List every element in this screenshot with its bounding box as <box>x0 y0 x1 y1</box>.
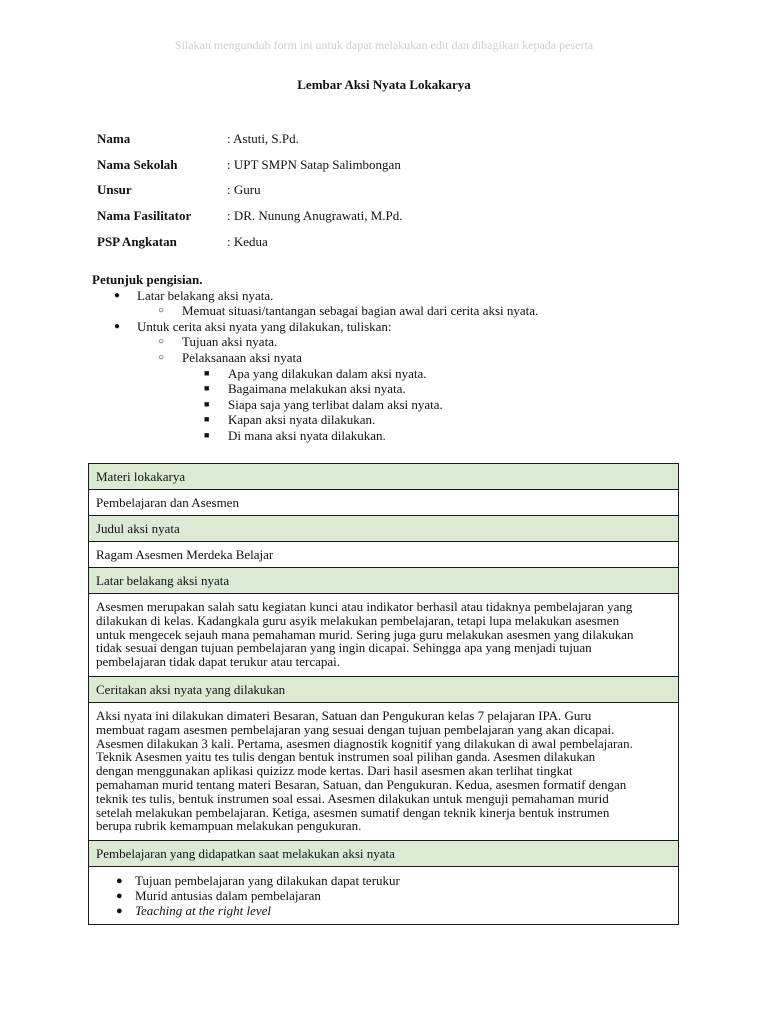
instruction-text: Apa yang dilakukan dalam aksi nyata. <box>228 365 427 381</box>
info-value: : Astuti, S.Pd. <box>227 131 299 146</box>
instruction-text: Pelaksanaan aksi nyata <box>182 349 302 365</box>
info-label: Nama <box>97 131 131 146</box>
paragraph-line: untuk mengecek sejauh mana pemahaman murid. Sering juga guru melakukan asesmen yang dilakukan <box>96 626 634 642</box>
instruction-item <box>92 350 538 366</box>
info-value: : DR. Nunung Anugrawati, M.Pd. <box>227 208 403 224</box>
instruction-item <box>92 319 538 335</box>
pembelajaran-body <box>89 867 678 923</box>
instructions-heading: Petunjuk pengisian. <box>92 272 203 287</box>
instruction-text: Untuk cerita aksi nyata yang dilakukan, tuliskan: <box>137 318 392 334</box>
info-value: : UPT SMPN Satap Salimbongan <box>227 156 401 172</box>
instructions <box>92 272 538 444</box>
paragraph-line: Asesmen merupakan salah satu kegiatan kunci atau indikator berhasil atau tidaknya pembelajaran yang <box>96 599 633 614</box>
square-bullet-icon: ■ <box>204 383 210 394</box>
info-value: : Kedua <box>227 233 268 249</box>
page-title: Lembar Aksi Nyata Lokakarya <box>297 77 471 92</box>
info-row-nama-sekolah <box>97 157 403 183</box>
paragraph-line: pembelajaran tidak dapat terukur atau tercapai. <box>96 654 340 670</box>
circle-bullet-icon: ○ <box>158 305 165 317</box>
list-item-text: Teaching at the right level <box>135 902 271 918</box>
circle-bullet-icon: ○ <box>158 336 165 348</box>
paragraph-line: dengan menggunakan aplikasi quizizz mode kertas. Dari hasil asesmen akan terlihat tingkat <box>96 763 573 779</box>
list-item <box>96 874 671 889</box>
paragraph-line: pemahaman murid tentang materi Besaran, Satuan, dan Pengukuran. Kedua, asesmen formatif dengan <box>96 776 627 792</box>
instruction-item <box>92 334 538 350</box>
bullet-icon: ● <box>116 875 123 888</box>
paragraph-line: Teknik Asesmen yaitu tes tulis dengan bentuk instrumen soal pilihan ganda. Asesmen dilakukan <box>96 749 596 765</box>
paragraph-line: Asesmen dilakukan 3 kali. Pertama, asesmen diagnostik kognitif yang dilakukan di awal pembelajaran. <box>96 735 633 751</box>
square-bullet-icon: ■ <box>204 429 210 440</box>
instruction-text: Tujuan aksi nyata. <box>182 334 278 350</box>
latar-body <box>89 594 678 677</box>
square-bullet-icon: ■ <box>204 414 210 425</box>
square-bullet-icon: ■ <box>204 367 210 378</box>
instruction-text: Latar belakang aksi nyata. <box>137 287 274 303</box>
instruction-item <box>92 381 538 397</box>
info-label: Unsur <box>97 182 132 198</box>
bullet-icon: ● <box>114 320 121 332</box>
instruction-item <box>92 366 538 382</box>
instruction-item <box>92 428 538 444</box>
info-row-angkatan <box>97 234 403 260</box>
instruction-item <box>92 397 538 413</box>
paragraph-line: membuat ragam asesmen pembelajaran yang sesuai dengan tujuan pembelajaran yang akan dicapai. <box>96 721 615 737</box>
info-label: Nama Fasilitator <box>97 208 192 224</box>
info-label: PSP Angkatan <box>97 233 177 249</box>
paragraph-line: dilakukan di kelas. Kadangkala guru asyik melakukan pembelajaran, tetapi lupa melakukan asesmen <box>96 612 620 628</box>
latar-header: Latar belakang aksi nyata <box>89 568 678 594</box>
info-row-unsur <box>97 182 403 208</box>
judul-value: Ragam Asesmen Merdeka Belajar <box>89 542 678 568</box>
instruction-text: Siapa saja yang terlibat dalam aksi nyata. <box>228 396 443 412</box>
square-bullet-icon: ■ <box>204 398 210 409</box>
bullet-icon: ● <box>116 904 123 917</box>
cerita-header: Ceritakan aksi nyata yang dilakukan <box>89 677 678 703</box>
instruction-text: Di mana aksi nyata dilakukan. <box>228 427 386 443</box>
list-item-text: Murid antusias dalam pembelajaran <box>135 887 321 903</box>
instruction-item <box>92 303 538 319</box>
instruction-text: Kapan aksi nyata dilakukan. <box>228 412 376 428</box>
paragraph-line: tidak sesuai dengan tujuan pembelajaran yang ingin dicapai. Sehingga apa yang menjadi tujuan <box>96 640 592 656</box>
bullet-icon: ● <box>116 889 123 902</box>
paragraph-line: setelah melakukan pembelajaran. Ketiga, asesmen sumatif dengan teknik kinerja bentuk instrumen <box>96 804 610 820</box>
aksi-nyata-table <box>88 463 679 925</box>
download-notice: Silakan mengunduh form ini untuk dapat melakukan edit dan dibagikan kepada peserta <box>174 38 594 52</box>
instruction-item <box>92 288 538 304</box>
instruction-text: Bagaimana melakukan aksi nyata. <box>228 381 406 397</box>
info-value: : Guru <box>227 182 261 198</box>
info-row-nama <box>97 131 403 157</box>
list-item <box>96 889 671 904</box>
info-row-fasilitator <box>97 208 403 234</box>
info-label: Nama Sekolah <box>97 156 178 172</box>
judul-header: Judul aksi nyata <box>89 516 678 542</box>
circle-bullet-icon: ○ <box>158 351 165 363</box>
bullet-icon: ● <box>114 289 121 301</box>
materi-value: Pembelajaran dan Asesmen <box>89 490 678 516</box>
instruction-item <box>92 412 538 428</box>
cerita-body <box>89 703 678 841</box>
identity-block <box>97 131 403 259</box>
paragraph-line: teknik tes tulis, bentuk instrumen soal essai. Asesmen dilakukan untuk menguji pemahaman murid <box>96 790 609 806</box>
paragraph-line: Aksi nyata ini dilakukan dimateri Besaran, Satuan dan Pengukuran kelas 7 pelajaran IPA. Guru <box>96 707 592 723</box>
list-item-text: Tujuan pembelajaran yang dilakukan dapat terukur <box>135 873 400 889</box>
paragraph-line: berupa rubrik kemampuan melakukan pengukuran. <box>96 818 362 834</box>
pembelajaran-header: Pembelajaran yang didapatkan saat melakukan aksi nyata <box>89 841 678 867</box>
instruction-text: Memuat situasi/tantangan sebagai bagian awal dari cerita aksi nyata. <box>182 303 539 319</box>
materi-header: Materi lokakarya <box>89 464 678 490</box>
list-item <box>96 904 671 919</box>
